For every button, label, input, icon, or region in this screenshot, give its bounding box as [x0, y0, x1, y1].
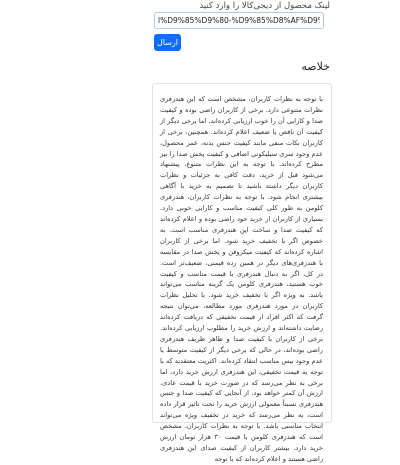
- product-link-input[interactable]: [154, 12, 324, 29]
- product-link-label: لینک محصول از دیجی‌کالا را وارد کنید: [199, 1, 330, 11]
- summary-box: [152, 83, 332, 463]
- summary-text: با توجه به نظرات کاربران، مشخص است که این هندزفری نظرات متنوعی دارد. برخی از کاربران راضی بوده و کیفیت صدا و کارایی آن را خوب ارزیابی کرده‌اند، اما برخی دیگر از کیفیت آن ناقص یا ضعیف اعلام کرده‌اند. همچنین، برخی از کاربران نکات منفی مانند کیفیت جنس بدنه، عمر محصول، عدم وجود سری سیلیکونی اضافی و کیفیت پخش صدا را نیز مطرح کرده‌اند. با توجه به این نظرات متنوع، پیشنهاد می‌شود قبل از خرید، دقت کافی به جزئیات و نظرات کاربران دیگر داشته باشید تا تصمیم به خرید با آگاهی بیشتری انجام شود. با توجه به نظرات کاربران، هندزفری کلومن به طور کلی کیفیت مناسب و کارایی خوبی دارد. بسیاری از کاربران از خرید خود راضی بوده و اعلام کرده‌اند که کیفیت صدا و ساخت این هندزفری مناسب است. به خصوص اگر با تخفیف خرید شود. اما برخی از کاربران اشاره کرده‌اند که کیفیت میکروفن و پخش صدا در مقایسه با هندزفری‌های دیگر در همین رده قیمتی، ضعیف‌تر است. در کل، اگر به دنبال هندزفری با قیمت مناسب و کیفیت خوب هستید، هندزفری کلومن یک گزینه مناسب می‌تواند باشد. به ویژه اگر با تخفیف خرید شود. با تحلیل نظرات کاربران در مورد هندزفری مورد مطالعه، می‌توان نتیجه گرفت که اکثر افراد از قیمت تخفیفی که دریافت کرده‌اند رضایت داشته‌اند و ارزش خرید را مطلوب ارزیابی کرده‌اند. برخی از کاربران با کیفیت صدا و ظاهر ظریف هندزفری راضی بوده‌اند، در حالی که برخی دیگر از کیفیت متوسط یا عدم وجود بیس مناسب انتقاد کرده‌اند. اکثریت معتقدند که با توجه به قیمت تخفیفی، این هندزفری ارزش خرید دارد، اما برخی به نظر می‌رسد که در صورت خرید با قیمت عادی، ارزش آن کمتر خواهد بود. از آنجایی که کیفیت صدا و جنس هندزفری نسبتاً معمولی ارزش خرید را تحت تاثیر قرار داده است، به نظر می‌رسد که خرید در تخفیف ویژه می‌تواند انتخاب مناسبی باشد. با توجه به نظرات کاربران، مشخص است که هندزفری کلومن با قیمت ۳۰ هزار تومان ارزش خرید دارد. بیشتر کاربران از کیفیت صدای این هندزفری راضی هستند و اعلام کرده‌اند که با توجه: [160, 95, 323, 463]
- submit-button[interactable]: ارسال: [154, 34, 181, 51]
- summary-title: خلاصه: [301, 60, 330, 73]
